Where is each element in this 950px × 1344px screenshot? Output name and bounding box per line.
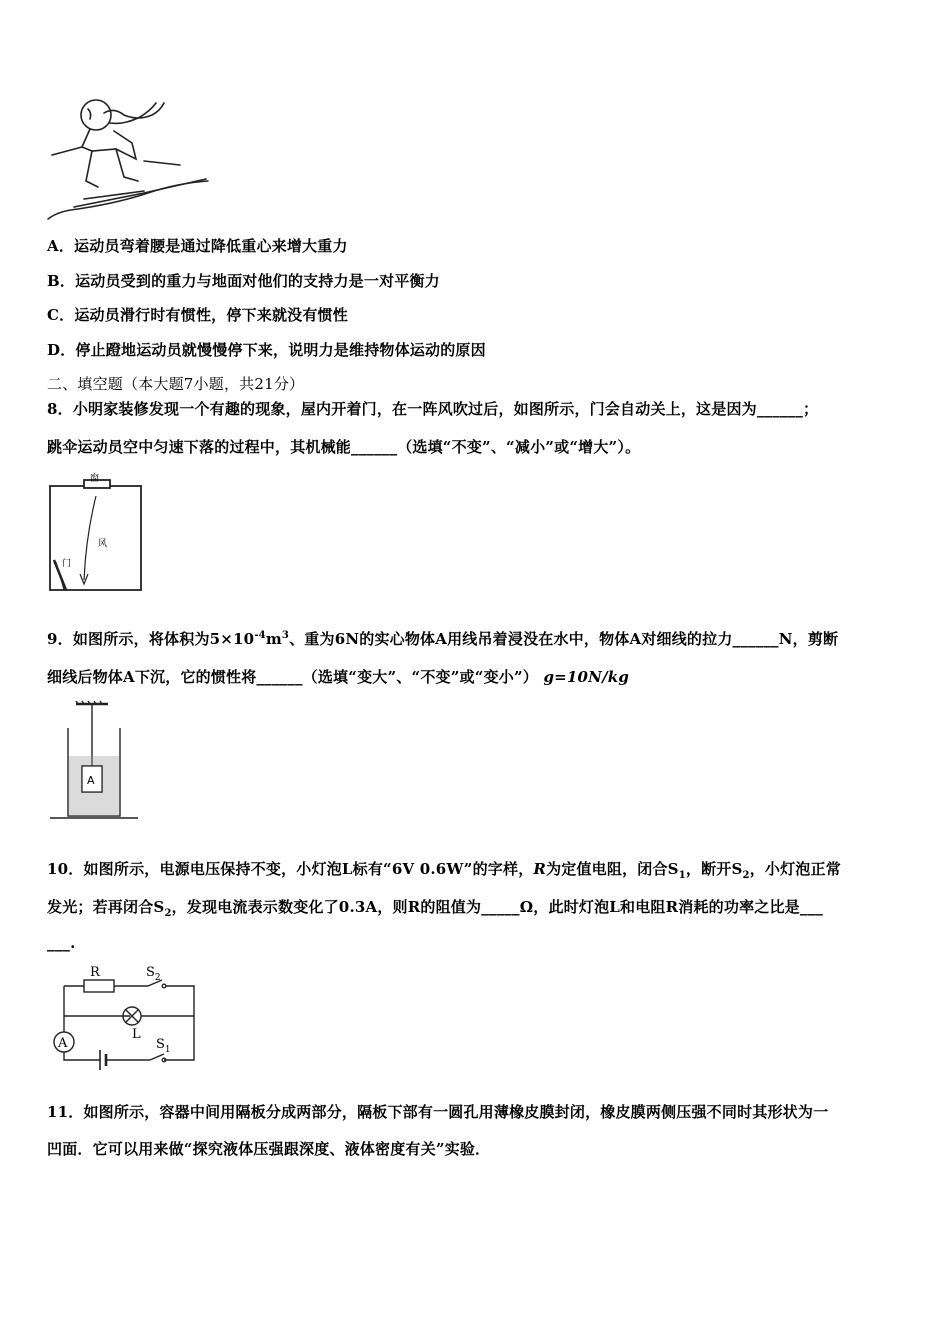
q9-line2 bbox=[47, 666, 629, 687]
q10-line3: ___. bbox=[47, 934, 76, 952]
skier-figure bbox=[44, 95, 214, 225]
q10-line1 bbox=[47, 858, 841, 881]
section-heading: 二、填空题（本大题7小题，共21分） bbox=[47, 375, 305, 393]
beaker-figure bbox=[50, 700, 140, 825]
q9-text-d: 细线后物体A下沉，它的惯性将______（选填“变大”、“不变”或“变小”） bbox=[47, 668, 539, 686]
q10-text-f: ，发现电流表示数变化了0.3A，则R的阻值为_____Ω，此时灯泡L和电阻R消耗的功率之比是___ bbox=[171, 898, 823, 916]
room-wind-figure bbox=[46, 470, 146, 592]
q9-text-b: m bbox=[265, 630, 282, 648]
q9-gravity-constant: g=10N/kg bbox=[543, 668, 630, 686]
q10-text-b: 为定值电阻，闭合S bbox=[546, 860, 679, 878]
switch-s1-label bbox=[156, 1037, 171, 1055]
q9-exponent: -4 bbox=[254, 630, 266, 641]
q9-exponent-2: 3 bbox=[281, 630, 290, 641]
q8-line2: 跳伞运动员空中匀速下落的过程中，其机械能______（选填“不变”、“减小”或“增大”）。 bbox=[47, 438, 641, 456]
switch-s2-letter: S bbox=[146, 965, 155, 980]
q7-option-d: D．停止蹬地运动员就慢慢停下来，说明力是维持物体运动的原因 bbox=[47, 341, 486, 359]
circuit-figure bbox=[44, 962, 204, 1072]
q9-text-a: 9．如图所示，将体积为5×10 bbox=[47, 630, 255, 648]
q10-text-e: 发光；若再闭合S bbox=[47, 898, 165, 916]
q7-option-c: C．运动员滑行时有惯性，停下来就没有惯性 bbox=[47, 306, 348, 324]
q9-line1 bbox=[47, 628, 838, 649]
q10-sub-2: 2 bbox=[742, 870, 750, 881]
q11-line2: 凹面．它可以用来做“探究液体压强跟深度、液体密度有关”实验． bbox=[47, 1140, 491, 1158]
switch-s2-label bbox=[146, 965, 161, 983]
q7-option-a: A．运动员弯着腰是通过降低重心来增大重力 bbox=[47, 237, 348, 255]
switch-s1-letter: S bbox=[156, 1037, 165, 1052]
q10-text-c: ，断开S bbox=[685, 860, 743, 878]
q10-sub-1: 1 bbox=[678, 870, 686, 881]
q11-line1: 11．如图所示，容器中间用隔板分成两部分，隔板下部有一圆孔用薄橡皮膜封闭，橡皮膜两侧压强不同时其形状为一 bbox=[47, 1103, 829, 1121]
door-label: 门 bbox=[62, 559, 72, 569]
q10-text-a: 10．如图所示，电源电压保持不变，小灯泡L标有“6V 0.6W”的字样， bbox=[47, 860, 534, 878]
q10-sub-3: 2 bbox=[164, 908, 172, 919]
q10-r-symbol: R bbox=[533, 860, 547, 878]
switch-s2-sub: 2 bbox=[154, 973, 161, 983]
lamp-label: L bbox=[132, 1027, 141, 1042]
ammeter-label: A bbox=[58, 1036, 68, 1051]
switch-s1-sub: 1 bbox=[164, 1045, 171, 1055]
wind-label: 风 bbox=[98, 539, 108, 549]
resistor-label: R bbox=[90, 965, 100, 980]
q7-option-b: B．运动员受到的重力与地面对他们的支持力是一对平衡力 bbox=[47, 272, 440, 290]
q8-line1: 8．小明家装修发现一个有趣的现象，屋内开着门，在一阵风吹过后，如图所示，门会自动关上，这是因为______； bbox=[47, 400, 819, 418]
q9-text-c: 、重为6N的实心物体A用线吊着浸没在水中，物体A对细线的拉力______N，剪断 bbox=[289, 630, 839, 648]
q10-line2 bbox=[47, 896, 823, 919]
block-a-label: A bbox=[87, 774, 95, 787]
window-label: 窗 bbox=[90, 474, 100, 484]
q10-text-d: ，小灯泡正常 bbox=[749, 860, 841, 878]
